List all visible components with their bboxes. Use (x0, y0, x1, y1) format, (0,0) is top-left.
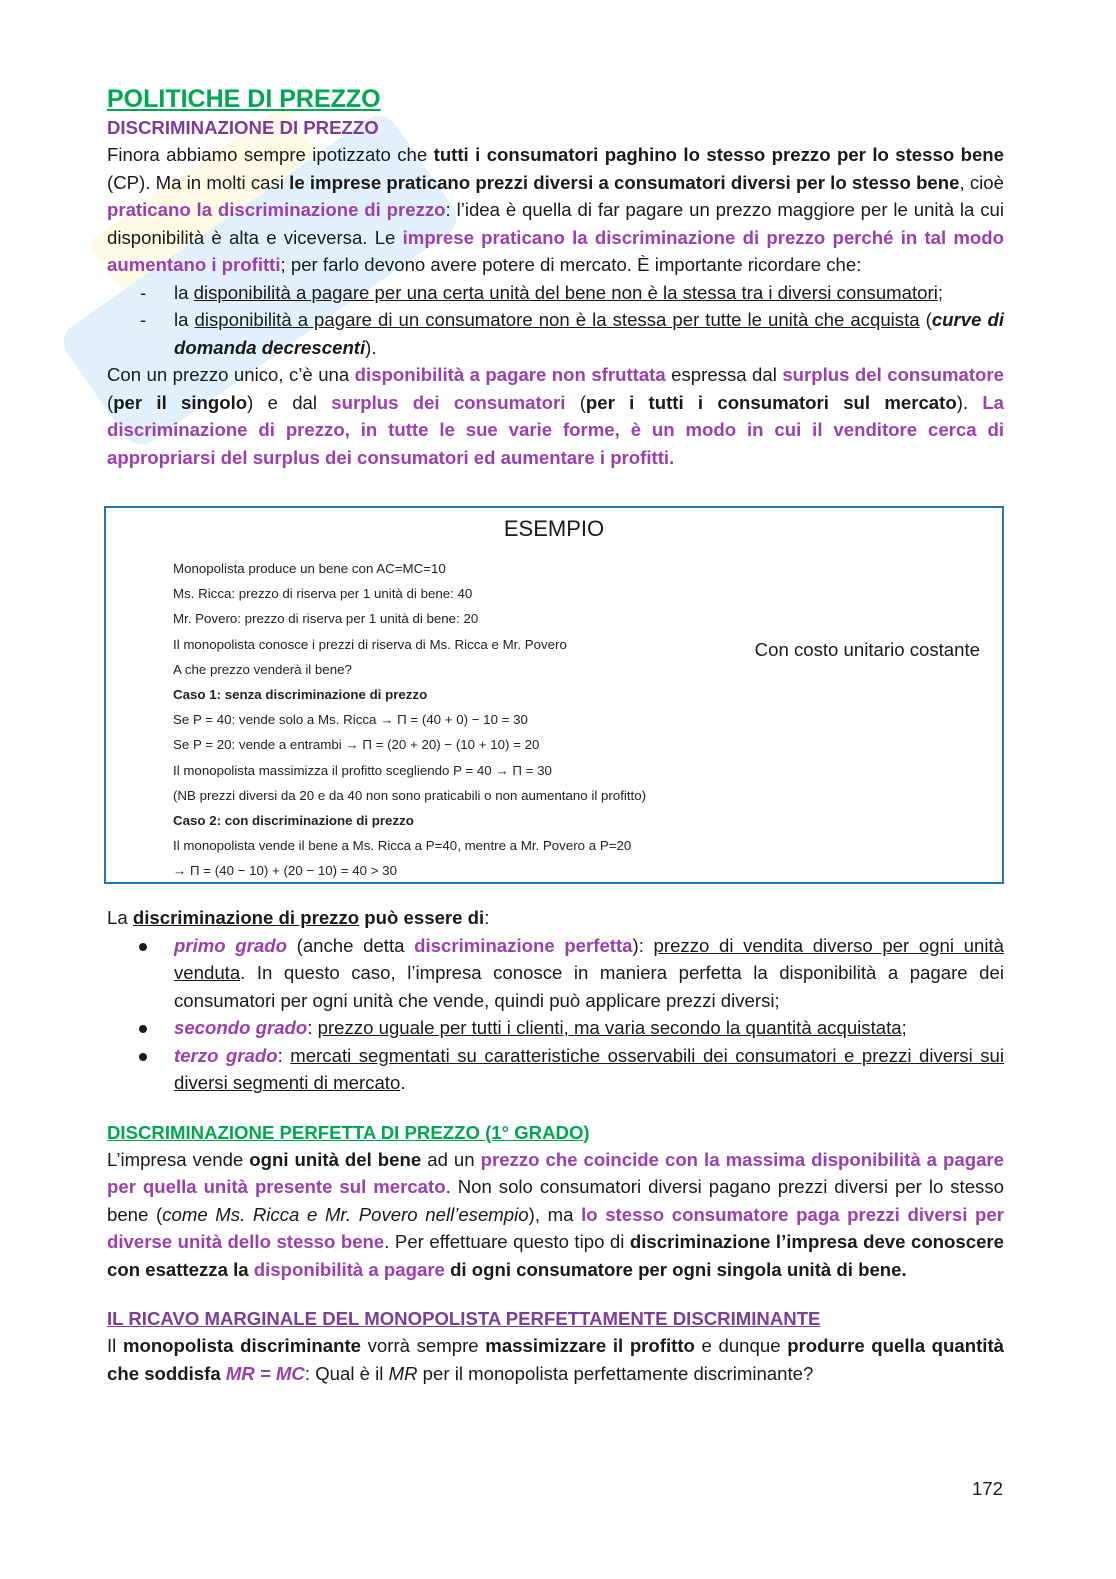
example-line: Il monopolista conosce i prezzi di riserva di Ms. Ricca e Mr. Povero (173, 636, 567, 652)
example-side-note: Con costo unitario costante (754, 639, 980, 660)
dash-list (107, 279, 1004, 362)
page-number: 172 (971, 1478, 1003, 1499)
list-item: primo grado (anche detta discriminazione perfetta): prezzo di vendita diverso per ogni unità venduta. In questo caso, l’impresa conosce in maniera perfetta la disponibilità a pagare dei consumatori per ogni unità che vende, quindi può applicare prezzi diversi; (107, 932, 1004, 1015)
example-title: ESEMPIO (503, 516, 605, 541)
example-lines (173, 556, 646, 884)
example-line: → Π = (40 − 10) + (20 − 10) = 40 > 30 (173, 863, 397, 879)
list-item: secondo grado: prezzo uguale per tutti i clienti, ma varia secondo la quantità acquistata; (107, 1014, 1004, 1042)
degrees-list (107, 932, 1004, 1097)
page-title: POLITICHE DI PREZZO (107, 85, 381, 113)
list-item: - la disponibilità a pagare per una certa unità del bene non è la stessa tra i diversi consumatori; (140, 281, 944, 303)
section-subtitle: DISCRIMINAZIONE PERFETTA DI PREZZO (1° GRADO) (107, 1121, 590, 1143)
section-subtitle: IL RICAVO MARGINALE DEL MONOPOLISTA PERFETTAMENTE DISCRIMINANTE (107, 1308, 821, 1329)
example-line: Caso 2: con discriminazione di prezzo (173, 813, 414, 829)
example-line: Il monopolista vende il bene a Ms. Ricca a P=40, mentre a Mr. Povero a P=20 (173, 838, 632, 854)
example-line: Mr. Povero: prezzo di riserva per 1 unità di bene: 20 (173, 611, 479, 627)
section-subtitle: DISCRIMINAZIONE DI PREZZO (107, 117, 379, 138)
paragraph-perfect-discrimination: L’impresa vende ogni unità del bene ad un prezzo che coincide con la massima disponibilità a pagare per quella unità presente sul mercato. Non solo consumatori diversi pagano prezzi diversi per lo stesso bene (come Ms. Ricca e Mr. Povero nell’esempio), ma lo stesso consumatore paga prezzi diversi per diverse unità dello stesso bene. Per effettuare questo tipo di discriminazione l’impresa deve conoscere con esattezza la disponibilità a pagare di ogni consumatore per ogni singola unità di bene. (107, 1148, 1004, 1280)
bullet-icon (139, 1025, 147, 1033)
example-line: A che prezzo venderà il bene? (173, 661, 352, 677)
example-line: Se P = 40: vende solo a Ms. Ricca → Π = (40 + 0) − 10 = 30 (173, 712, 528, 728)
list-item: terzo grado: mercati segmentati su caratteristiche osservabili dei consumatori e prezzi diversi sui diversi segmenti di mercato. (107, 1042, 1004, 1097)
example-line: Il monopolista massimizza il profitto scegliendo P = 40 → Π = 30 (173, 762, 552, 778)
example-box (104, 506, 1004, 884)
paragraph-marginal-revenue: Il monopolista discriminante vorrà sempre massimizzare il profitto e dunque produrre quella quantità che soddisfa MR = MC: Qual è il MR per il monopolista perfettamente discriminante? (107, 1335, 1004, 1384)
bullet-icon (139, 943, 147, 951)
page-content (107, 84, 1004, 1387)
example-line: Se P = 20: vende a entrambi → Π = (20 + 20) − (10 + 10) = 20 (173, 737, 540, 753)
list-item: - la disponibilità a pagare di un consumatore non è la stessa per tutte le unità che acquista (curve di domanda decrescenti). (140, 309, 1005, 358)
paragraph-degrees-intro: La discriminazione di prezzo può essere di: (107, 907, 490, 928)
example-line: Ms. Ricca: prezzo di riserva per 1 unità di bene: 40 (173, 586, 473, 602)
paragraph-intro: Finora abbiamo sempre ipotizzato che tutti i consumatori paghino lo stesso prezzo per lo stesso bene (CP). Ma in molti casi le imprese praticano prezzi diversi a consumatori diversi per lo stesso bene, cioè praticano la discriminazione di prezzo: l’idea è quella di far pagare un prezzo maggiore per le unità la cui disponibilità è alta e viceversa. Le imprese praticano la discriminazione di prezzo perché in tal modo aumentano i profitti; per farlo devono avere potere di mercato. È importante ricordare che: (107, 144, 1004, 275)
example-line: (NB prezzi diversi da 20 e da 40 non sono praticabili o non aumentano il profitto) (173, 787, 647, 803)
example-line: Caso 1: senza discriminazione di prezzo (173, 687, 428, 703)
example-line: Monopolista produce un bene con AC=MC=10 (173, 561, 446, 576)
bullet-icon (139, 1053, 147, 1061)
paragraph-surplus: Con un prezzo unico, c’è una disponibilità a pagare non sfruttata espressa dal surplus del consumatore (per il singolo) e dal surplus dei consumatori (per i tutti i consumatori sul mercato). La discriminazione di prezzo, in tutte le sue varie forme, è un modo in cui il venditore cerca di appropriarsi del surplus dei consumatori ed aumentare i profitti. (107, 364, 1005, 468)
